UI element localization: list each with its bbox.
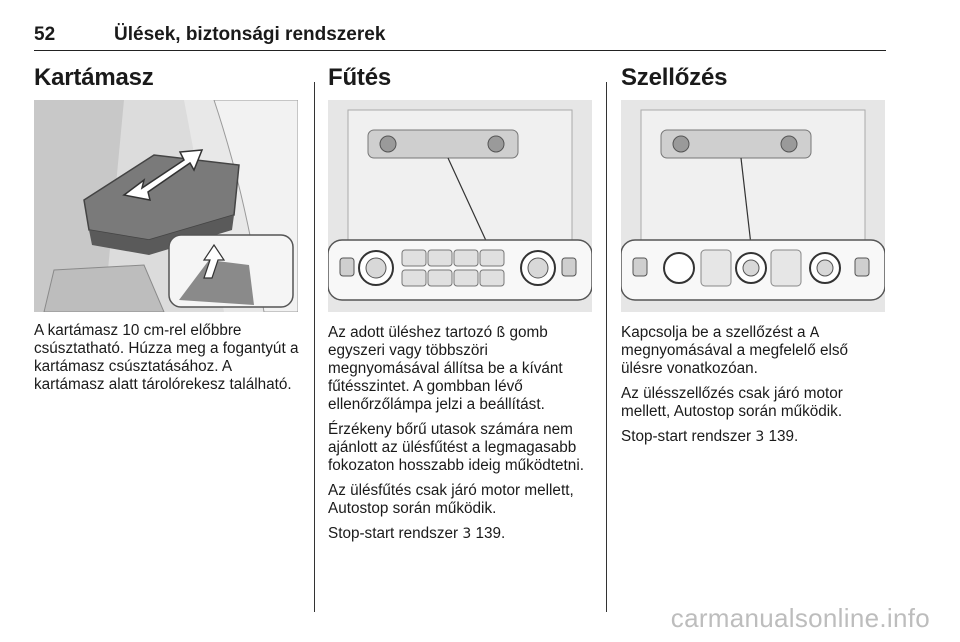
paragraph: Az ülésszellőzés csak járó motor mellett, Autostop során működik. xyxy=(621,385,843,420)
paragraph: A kartámasz 10 cm-rel előbbre csúsztatható. Húzza meg a fogantyút a kartámasz csúsztatásához. A kartámasz alatt tárolórekesz található. xyxy=(34,322,299,393)
seat-vent-left-icon xyxy=(633,258,647,276)
chapter-title: Ülések, biztonsági rendszerek xyxy=(114,24,386,45)
heating-controls-illustration xyxy=(328,100,592,312)
ventilation-controls-illustration xyxy=(621,100,885,312)
section-heating xyxy=(328,62,391,94)
paragraph: Stop-start rendszer 3 139. xyxy=(328,525,506,542)
watermark: carmanualsonline.info xyxy=(670,603,930,633)
section-title-heating: Fűtés xyxy=(328,64,392,91)
section-armrest xyxy=(34,62,154,94)
section-ventilation xyxy=(621,62,727,94)
page-reference-icon: 3 xyxy=(462,526,472,542)
paragraph: Az adott üléshez tartozó ß gomb egyszeri vagy többszöri megnyomásával állítsa be a kívánt fűtésszintet. A gombban lévő ellenőrzőlámpa jelzi a beállítást. xyxy=(328,324,563,413)
paragraph: Kapcsolja be a szellőzést a A megnyomásával a megfelelő első ülésre vonatkozóan. xyxy=(621,324,849,377)
column-divider-2 xyxy=(606,82,607,612)
paragraph: Az ülésfűtés csak járó motor mellett, Autostop során működik. xyxy=(328,482,574,517)
seat-heating-symbol-icon: ß xyxy=(496,325,506,341)
section-title-ventilation: Szellőzés xyxy=(621,64,728,91)
paragraph: Érzékeny bőrű utasok számára nem ajánlott az ülésfűtést a legmagasabb fokozaton hosszabb ideig működtetni. xyxy=(328,421,584,474)
page-number: 52 xyxy=(34,24,56,45)
heating-text xyxy=(328,324,598,550)
ventilation-text xyxy=(621,324,889,453)
armrest-illustration xyxy=(34,100,298,312)
seat-vent-right-icon xyxy=(855,258,869,276)
page-header xyxy=(34,22,886,51)
section-title-armrest: Kartámasz xyxy=(34,64,154,91)
seat-heat-left-icon xyxy=(340,258,354,276)
seat-heat-right-icon xyxy=(562,258,576,276)
seat-ventilation-symbol-icon: A xyxy=(809,325,820,341)
detail-inset xyxy=(169,235,293,307)
page-reference-icon: 3 xyxy=(755,429,765,445)
armrest-text xyxy=(34,322,304,401)
column-divider-1 xyxy=(314,82,315,612)
paragraph: Stop-start rendszer 3 139. xyxy=(621,428,799,445)
